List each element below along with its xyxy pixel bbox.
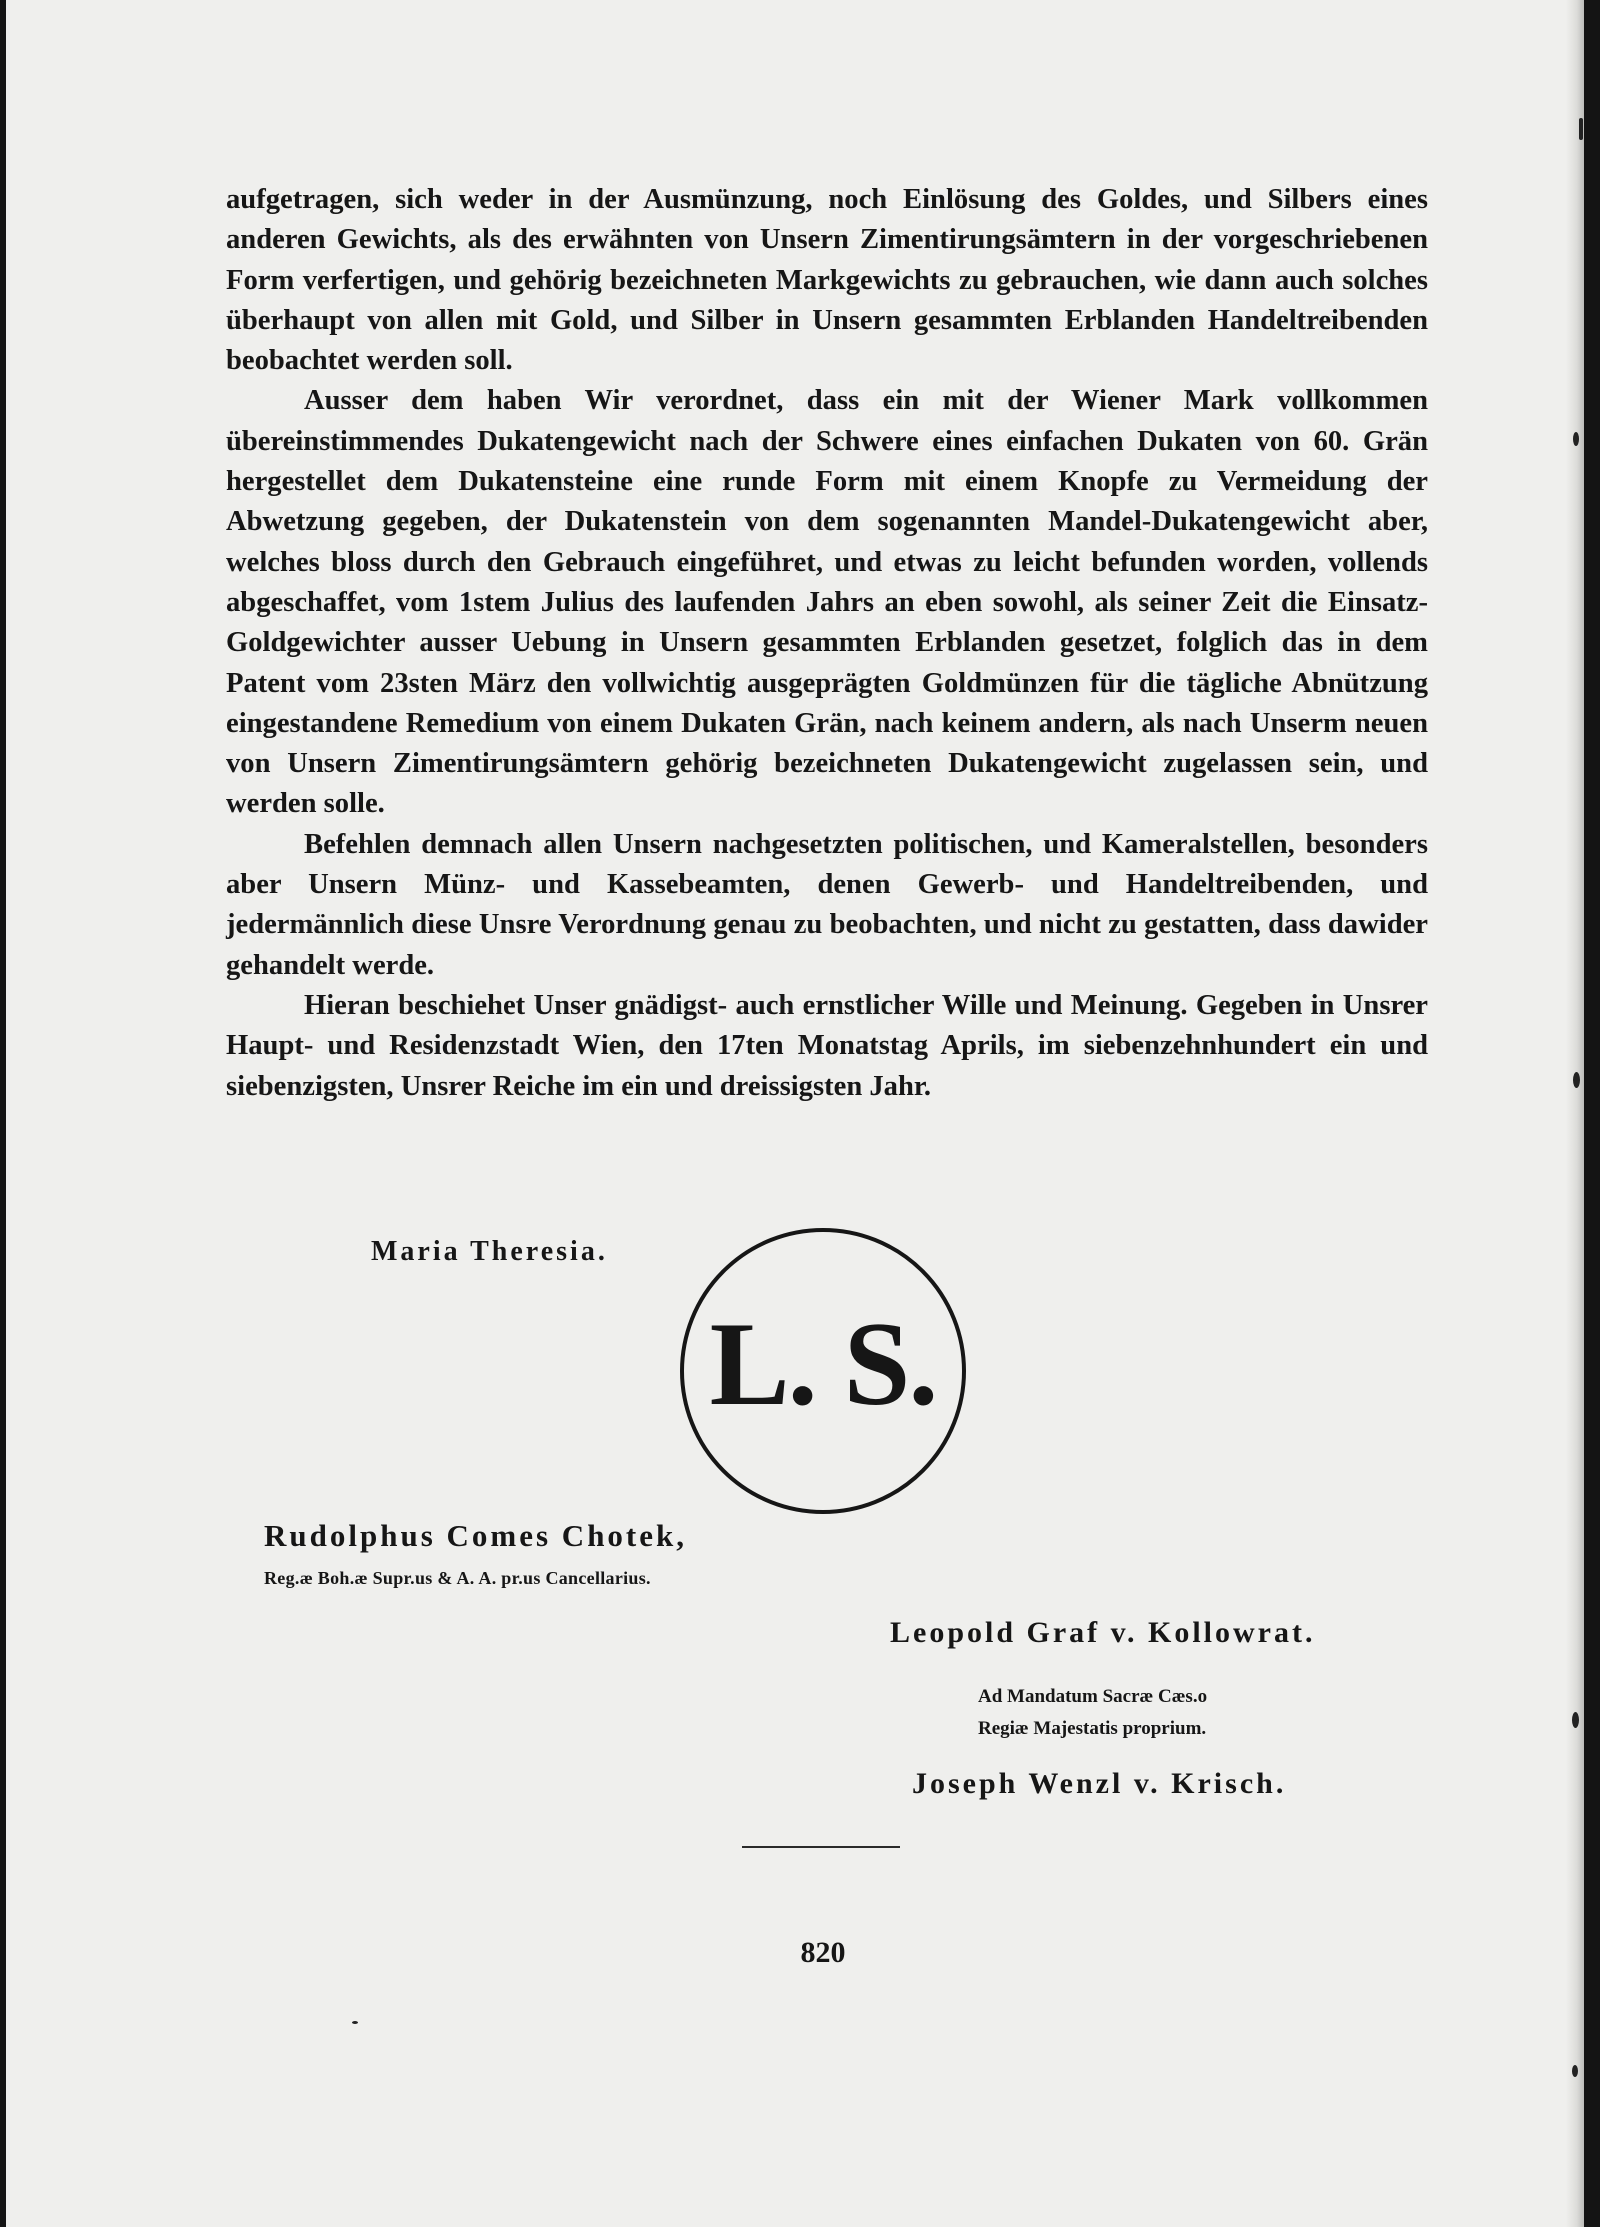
paragraph-ducat-weight: Ausser dem haben Wir verordnet, dass ein mit der Wiener Mark vollkommen übereinstimmendes Dukatengewicht nach der Schwere eines einfachen Dukaten von 60. Grän hergestellet dem Dukatensteine eine runde Form mit einem Knopfe zu Vermeidung der Abwetzung gegeben, der Dukatenstein von dem sogenannten Mandel-Dukatengewicht aber, welches bloss durch den Gebrauch eingeführet, und etwas zu leicht befunden worden, vollends abgeschaffet, vom 1stem Julius des laufenden Jahrs an eben sowohl, als seiner Zeit die Einsatz-Goldgewichter ausser Uebung in Unsern gesammten Erblanden gesetzet, folglich das in dem Patent vom 23sten März den vollwichtig ausgeprägten Goldmünzen für die tägliche Abnützung eingestandene Remedium von einem Dukaten Grän, nach keinem andern, als nach Unserm neuen von Unsern Zimentirungsämtern gehörig bezeichneten Dukatengewicht zugelassen sein, und werden solle. <box>226 385 1428 820</box>
divider-rule <box>742 1846 900 1848</box>
document-page <box>6 0 1584 2227</box>
page-edge-shadow <box>1566 0 1584 2227</box>
signature-chotek: Rudolphus Comes Chotek, <box>264 1518 688 1553</box>
mandatum-line-2: Regiæ Majestatis proprium. <box>978 1718 1207 1739</box>
paragraph-weights: aufgetragen, sich weder in der Ausmünzung, noch Einlösung des Goldes, und Silbers eines anderen Gewichts, als des erwähnten von Unsern Zimentirungsämtern in der vorgeschriebenen Form verfertigen, und gehörig bezeichneten Markgewichts zu gebrauchen, wie dann auch solches überhaupt von allen mit Gold, und Silber in Unsern gesammten Erblanden Handeltreibenden beobachtet werden soll. <box>226 184 1428 377</box>
scan-mark <box>1572 2065 1578 2077</box>
page-number: 820 <box>800 1936 846 1969</box>
mandatum-line-1: Ad Mandatum Sacræ Cæs.o <box>978 1686 1208 1707</box>
scan-mark <box>1579 118 1583 140</box>
seal-locus-sigilli <box>680 1228 966 1514</box>
seal-text: L. S. <box>709 1297 937 1430</box>
signature-chotek-title: Reg.æ Boh.æ Supr.us & A. A. pr.us Cancellarius. <box>264 1568 651 1588</box>
signature-kollowrat: Leopold Graf v. Kollowrat. <box>890 1616 1316 1649</box>
signature-maria-theresia: Maria Theresia. <box>371 1236 608 1267</box>
scan-mark <box>352 2021 358 2024</box>
scan-mark <box>1573 432 1579 446</box>
decree-text <box>226 180 1428 1107</box>
scan-mark <box>1572 1712 1579 1728</box>
paragraph-closing: Hieran beschiehet Unser gnädigst- auch ernstlicher Wille und Meinung. Gegeben in Unsrer Haupt- und Residenzstadt Wien, den 17ten Monatstag Aprils, im siebenzehnhundert ein und siebenzigsten, Unsrer Reiche im ein und dreissigsten Jahr. <box>226 989 1428 1102</box>
signature-krisch: Joseph Wenzl v. Krisch. <box>912 1767 1287 1800</box>
scan-mark <box>1573 1072 1580 1088</box>
paragraph-command: Befehlen demnach allen Unsern nachgesetzten politischen, und Kameralstellen, besonders aber Unsern Münz- und Kassebeamten, denen Gewerb- und Handeltreibenden, und jedermännlich diese Unsre Verordnung genau zu beobachten, und nicht zu gestatten, dass dawider gehandelt werde. <box>226 828 1428 981</box>
